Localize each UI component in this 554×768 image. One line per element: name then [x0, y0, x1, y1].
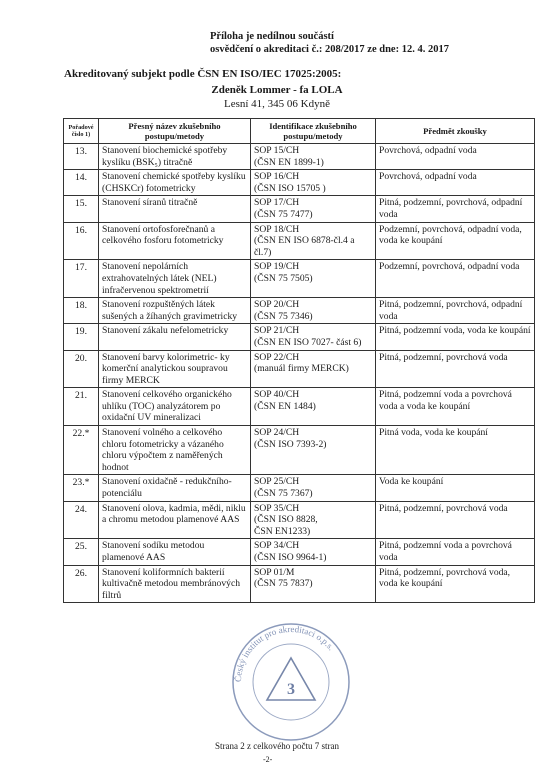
company-address: Lesní 41, 345 06 Kdyně: [223, 98, 330, 110]
test-subject: Pitná, podzemní voda a povrchová voda: [376, 539, 535, 565]
method-id: SOP 35/CH (ČSN ISO 8828, ČSN EN1233): [251, 501, 376, 539]
table-row: [64, 475, 535, 501]
method-name: Stanovení sodíku metodou plamenové AAS: [99, 539, 251, 565]
test-subject: Podzemní, povrchová, odpadní voda, voda ke koupání: [376, 222, 535, 260]
test-subject: Pitná, podzemní, povrchová voda: [376, 350, 535, 388]
table-row: [64, 196, 535, 222]
test-subject: Pitná, podzemní, povrchová voda, voda ke koupání: [376, 565, 535, 603]
method-id: SOP 15/CH (ČSN EN 1899-1): [251, 144, 376, 170]
method-id: SOP 21/CH (ČSN EN ISO 7027- část 6): [251, 324, 376, 350]
method-id: SOP 01/M (ČSN 75 7837): [251, 565, 376, 603]
method-name: Stanovení olova, kadmia, mědi, niklu a chromu metodou plamenové AAS: [99, 501, 251, 539]
method-name: Stanovení volného a celkového chloru fotometricky a vázaného chloru výpočtem z naměřených hodnot: [99, 426, 251, 475]
method-id: SOP 22/CH (manuál firmy MERCK): [251, 350, 376, 388]
row-number: 20.: [64, 350, 99, 388]
method-id: SOP 19/CH (ČSN 75 7505): [251, 260, 376, 298]
method-name: Stanovení zákalu nefelometricky: [99, 324, 251, 350]
table-row: [64, 501, 535, 539]
test-subject: Pitná, podzemní, povrchová voda: [376, 501, 535, 539]
test-subject: Pitná voda, voda ke koupání: [376, 426, 535, 475]
page-number: -2-: [263, 755, 273, 764]
row-number: 23.*: [64, 475, 99, 501]
table-row: [64, 222, 535, 260]
table-row: [64, 298, 535, 324]
method-name: Stanovení ortofosforečnanů a celkového fosforu fotometricky: [99, 222, 251, 260]
row-number: 17.: [64, 260, 99, 298]
accreditation-stamp: [227, 618, 355, 746]
page-footer: Strana 2 z celkového počtu 7 stran: [215, 741, 339, 751]
method-name: Stanovení koliformních bakterií kultivačně metodou membránových filtrů: [99, 565, 251, 603]
header-method-id: Identifikace zkušebního postupu/metody: [251, 119, 376, 144]
attachment-note: [210, 30, 510, 56]
method-id: SOP 40/CH (ČSN EN 1484): [251, 388, 376, 426]
test-subject: Podzemní, povrchová, odpadní voda: [376, 260, 535, 298]
method-name: Stanovení celkového organického uhlíku (TOC) analyzátorem po oxidační UV mineralizaci: [99, 388, 251, 426]
row-number: 22.*: [64, 426, 99, 475]
method-id: SOP 16/CH (ČSN ISO 15705 ): [251, 170, 376, 196]
method-name: Stanovení chemické spotřeby kyslíku (CHSKCr) fotometricky: [99, 170, 251, 196]
test-subject: Povrchová, odpadní voda: [376, 170, 535, 196]
table-row: [64, 260, 535, 298]
row-number: 21.: [64, 388, 99, 426]
table-row: [64, 565, 535, 603]
methods-table: [63, 118, 535, 603]
table-row: [64, 426, 535, 475]
test-subject: Pitná, podzemní voda, voda ke koupání: [376, 324, 535, 350]
method-name: Stanovení oxidačně - redukčního-potenciálu: [99, 475, 251, 501]
table-row: [64, 350, 535, 388]
row-number: 16.: [64, 222, 99, 260]
method-name: Stanovení nepolárních extrahovatelných látek (NEL) infračervenou spektrometrií: [99, 260, 251, 298]
table-row: [64, 388, 535, 426]
test-subject: Pitná, podzemní voda a povrchová voda a voda ke koupání: [376, 388, 535, 426]
table-row: [64, 324, 535, 350]
table-row: [64, 539, 535, 565]
row-number: 26.: [64, 565, 99, 603]
certificate-line: osvědčení o akreditaci č.: 208/2017 ze dne: 12. 4. 2017: [210, 44, 449, 55]
method-id: SOP 20/CH (ČSN 75 7346): [251, 298, 376, 324]
accredited-subject-heading: Akreditovaný subjekt podle ČSN EN ISO/IEC 17025:2005:: [64, 68, 342, 80]
row-number: 14.: [64, 170, 99, 196]
row-number: 18.: [64, 298, 99, 324]
attachment-line: Příloha je nedílnou součástí: [210, 31, 334, 42]
stamp-text: Český institut pro akreditaci o.p.s.: [232, 623, 337, 683]
test-subject: Pitná, podzemní, povrchová, odpadní voda: [376, 298, 535, 324]
test-subject: Povrchová, odpadní voda: [376, 144, 535, 170]
method-name: Stanovení síranů titračně: [99, 196, 251, 222]
header-order-number: Pořadové číslo 1): [64, 119, 99, 144]
table-row: [64, 170, 535, 196]
test-subject: Voda ke koupání: [376, 475, 535, 501]
method-id: SOP 24/CH (ČSN ISO 7393-2): [251, 426, 376, 475]
method-name: Stanovení rozpuštěných látek sušených a žíhaných gravimetricky: [99, 298, 251, 324]
method-id: SOP 18/CH (ČSN EN ISO 6878-čl.4 a čl.7): [251, 222, 376, 260]
table-header-row: [64, 119, 535, 144]
method-id: SOP 17/CH (ČSN 75 7477): [251, 196, 376, 222]
row-number: 19.: [64, 324, 99, 350]
row-number: 24.: [64, 501, 99, 539]
method-id: SOP 25/CH (ČSN 75 7367): [251, 475, 376, 501]
method-name: Stanovení biochemické spotřeby kyslíku (BSK₅) titračně: [99, 144, 251, 170]
method-name: Stanovení barvy kolorimetric- ky komerční analytickou soupravou firmy MERCK: [99, 350, 251, 388]
table-row: [64, 144, 535, 170]
method-id: SOP 34/CH (ČSN ISO 9964-1): [251, 539, 376, 565]
row-number: 15.: [64, 196, 99, 222]
header-method-name: Přesný název zkušebního postupu/metody: [99, 119, 251, 144]
svg-text:Český institut pro akreditaci: [233, 624, 336, 682]
stamp-number: 3: [287, 681, 295, 698]
row-number: 13.: [64, 144, 99, 170]
company-name: Zdeněk Lommer - fa LOLA: [211, 84, 343, 96]
row-number: 25.: [64, 539, 99, 565]
test-subject: Pitná, podzemní, povrchová, odpadní voda: [376, 196, 535, 222]
header-test-subject: Předmět zkoušky: [376, 119, 535, 144]
